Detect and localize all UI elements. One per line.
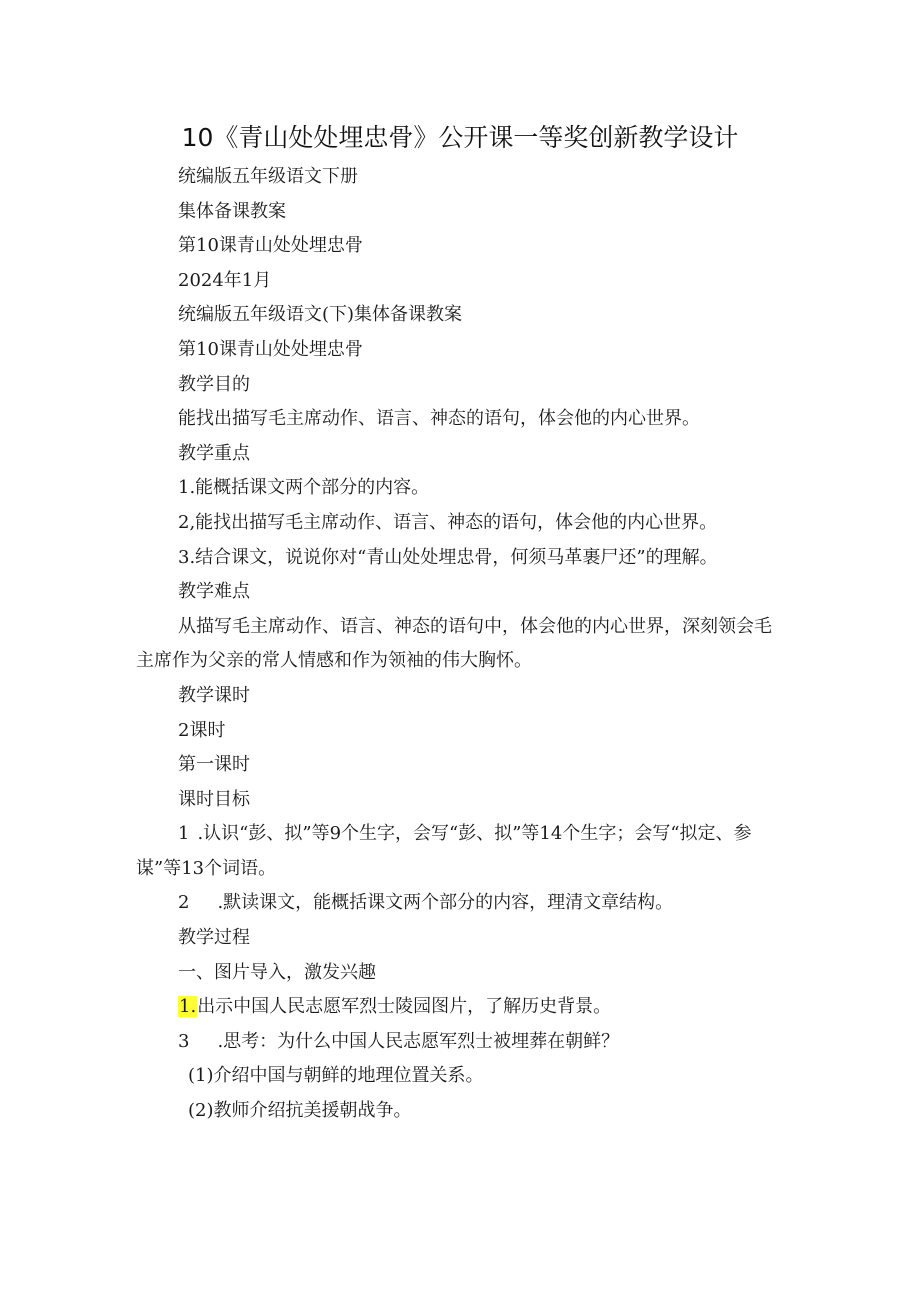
process-subitem-1: (1)介绍中国与朝鲜的地理位置关系。 [188, 1065, 484, 1087]
subject-line: 统编版五年级语文下册 [178, 166, 358, 187]
class-goal-2-number: 2 [178, 892, 190, 914]
document-title: 10《青山处处埋忠骨》公开课一等奖创新教学设计 [181, 123, 739, 152]
process-step-1-heading: 一、图片导入，激发兴趣 [178, 961, 376, 983]
heading-class-hours: 教学课时 [178, 684, 250, 706]
class-goal-2 [136, 886, 786, 921]
key-point-2: 2,能找出描写毛主席动作、语言、神态的语句，体会他的内心世界。 [178, 511, 718, 533]
teaching-goal-text: 能找出描写毛主席动作、语言、神态的语句，体会他的内心世界。 [178, 408, 700, 430]
class-goal-2-text: .默读课文，能概括课文两个部分的内容，理清文章结构。 [217, 892, 674, 914]
heading-teaching-goal: 教学目的 [178, 373, 250, 395]
key-point-1: 1.能概括课文两个部分的内容。 [178, 477, 430, 499]
process-item-1 [136, 990, 786, 1025]
heading-teaching-process: 教学过程 [178, 927, 250, 949]
heading-first-class: 第一课时 [178, 754, 250, 776]
highlighted-number: 1. [179, 996, 197, 1018]
process-subitem-2: (2)教师介绍抗美援朝战争。 [188, 1100, 412, 1122]
heading-class-goals: 课时目标 [178, 788, 250, 810]
class-hours-value: 2课时 [178, 719, 226, 741]
process-item-3-text: .思考：为什么中国人民志愿军烈士被埋葬在朝鲜？ [217, 1030, 620, 1052]
process-item-3-number: 3 [178, 1030, 190, 1052]
date-line: 2024年1月 [178, 269, 272, 291]
plan-type-line: 集体备课教案 [178, 200, 286, 222]
lesson-line: 第10课青山处处埋忠骨 [178, 235, 363, 257]
class-goal-1 [136, 817, 786, 886]
document-body [136, 160, 786, 1129]
subject-plan-line: 统编版五年级语文(下)集体备课教案 [178, 304, 463, 326]
key-point-3: 3.结合课文，说说你对“青山处处埋忠骨，何须马革裹尸还”的理解。 [178, 546, 718, 568]
process-item-3 [136, 1025, 786, 1060]
class-goal-1-text: .认识“彭、拟”等9个生字，会写“彭、拟”等14个生字；会写“拟定、参谋”等13个词语。 [136, 823, 752, 879]
process-item-1-text: 出示中国人民志愿军烈士陵园图片，了解历史背景。 [197, 996, 612, 1018]
difficulty-text: 从描写毛主席动作、语言、神态的语句中，体会他的内心世界，深刻领会毛主席作为父亲的常人情感和作为领袖的伟大胸怀。 [136, 615, 772, 672]
lesson-line-2: 第10课青山处处埋忠骨 [178, 338, 363, 360]
heading-difficulties: 教学难点 [178, 581, 250, 603]
class-goal-1-number: 1 [178, 823, 190, 845]
heading-key-points: 教学重点 [178, 442, 250, 464]
